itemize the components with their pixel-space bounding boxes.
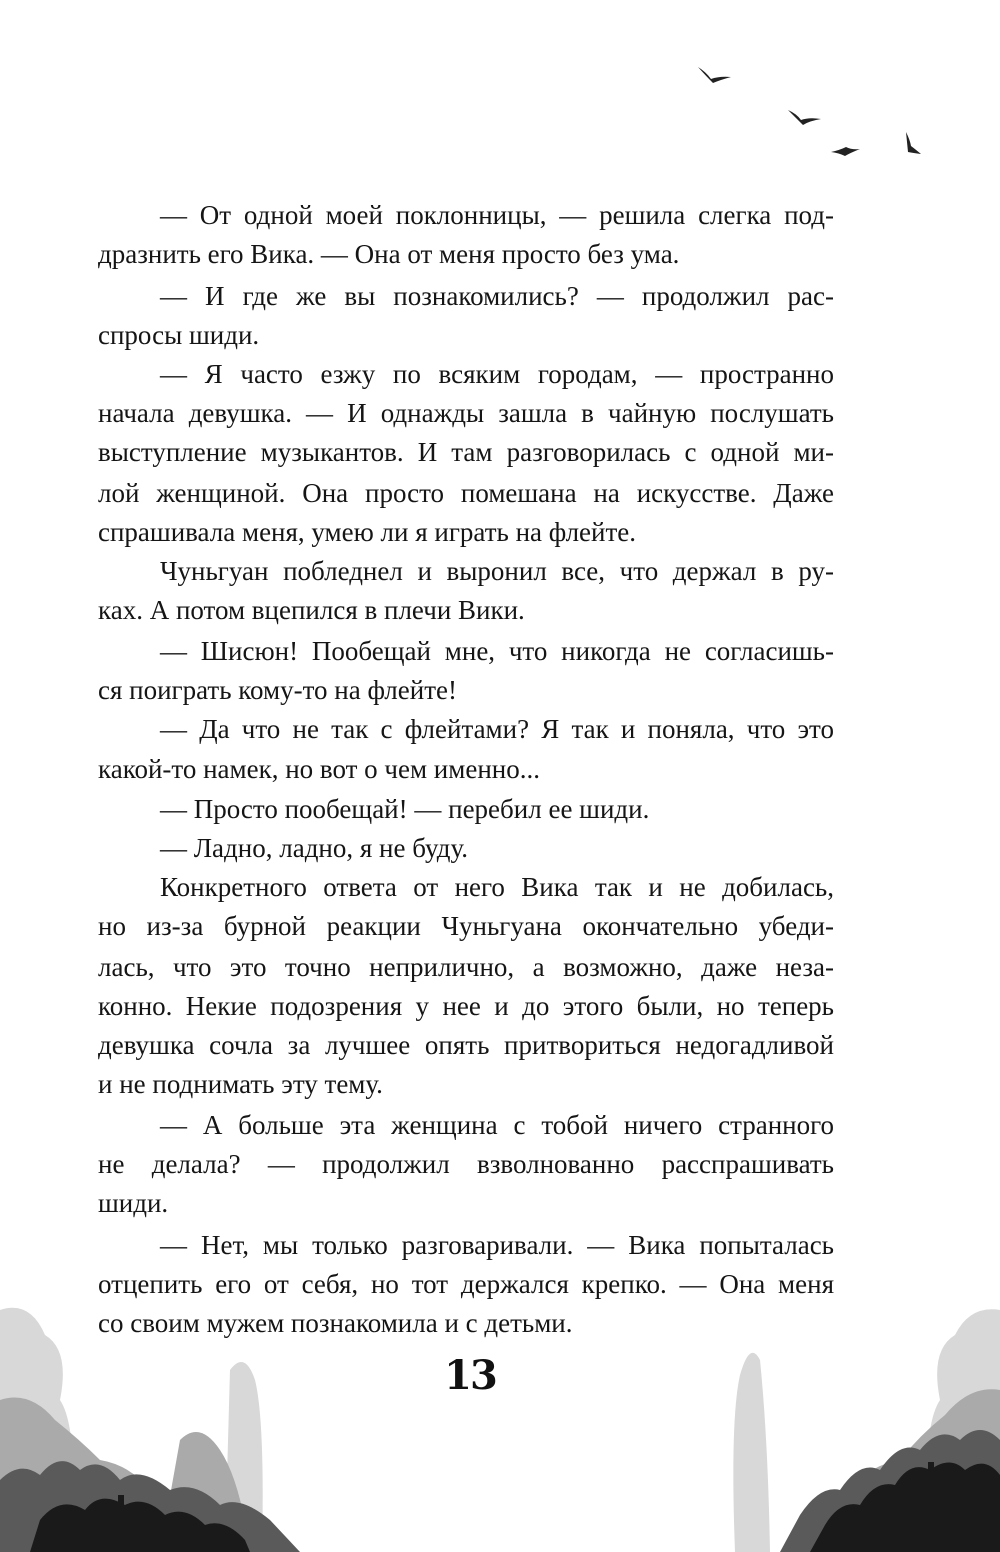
text-line: конно. Некие подозрения у нее и до этого были, но теперь (98, 991, 834, 1021)
text-line: — От одной моей поклонницы, — решила слегка под- (160, 200, 834, 230)
text-line: — Да что не так с флейтами? Я так и поняла, что это (160, 714, 834, 744)
text-line: лой женщиной. Она просто помешана на искусстве. Даже (98, 478, 834, 508)
text-line: — Ладно, ладно, я не буду. (160, 833, 469, 863)
text-line: и не поднимать эту тему. (98, 1069, 383, 1099)
text-line: ках. А потом вцепился в плечи Вики. (98, 595, 525, 625)
text-line: лась, что это точно неприлично, а возможно, даже неза- (98, 952, 834, 982)
text-line: — Нет, мы только разговаривали. — Вика попыталась (160, 1230, 834, 1260)
text-line: — И где же вы познакомились? — продолжил рас- (160, 281, 834, 311)
text-line: какой-то намек, но вот о чем именно... (98, 754, 540, 784)
text-line: ся поиграть кому-то на флейте! (98, 675, 457, 705)
text-line: выступление музыкантов. И там разговорилась с одной ми- (98, 437, 834, 467)
text-line: шиди. (98, 1188, 169, 1218)
text-line: Конкретного ответа от него Вика так и не добилась, (160, 872, 834, 902)
text-line: спрашивала меня, умею ли я играть на флейте. (98, 517, 637, 547)
text-line: — А больше эта женщина с тобой ничего странного (160, 1110, 834, 1140)
text-line: начала девушка. — И однажды зашла в чайную послушать (98, 398, 834, 428)
text-line: — Шисюн! Пообещай мне, что никогда не согласишь- (160, 636, 834, 666)
text-line: со своим мужем познакомила и с детьми. (98, 1308, 573, 1338)
text-line: отцепить его от себя, но тот держался крепко. — Она меня (98, 1269, 834, 1299)
text-line: дразнить его Вика. — Она от меня просто без ума. (98, 239, 680, 269)
text-line: Чуньгуан побледнел и выронил все, что держал в ру- (160, 556, 834, 586)
text-line: девушка сочла за лучшее опять притвориться недогадливой (98, 1030, 834, 1060)
text-line: — Я часто езжу по всяким городам, — пространно (160, 359, 834, 389)
page-number: 13 (444, 1352, 496, 1399)
text-line: но из-за бурной реакции Чуньгуана окончательно убеди- (98, 911, 834, 941)
text-line: спросы шиди. (98, 320, 260, 350)
text-line: не делала? — продолжил взволнованно расспрашивать (98, 1149, 834, 1179)
text-line: — Просто пообещай! — перебил ее шиди. (160, 794, 650, 824)
